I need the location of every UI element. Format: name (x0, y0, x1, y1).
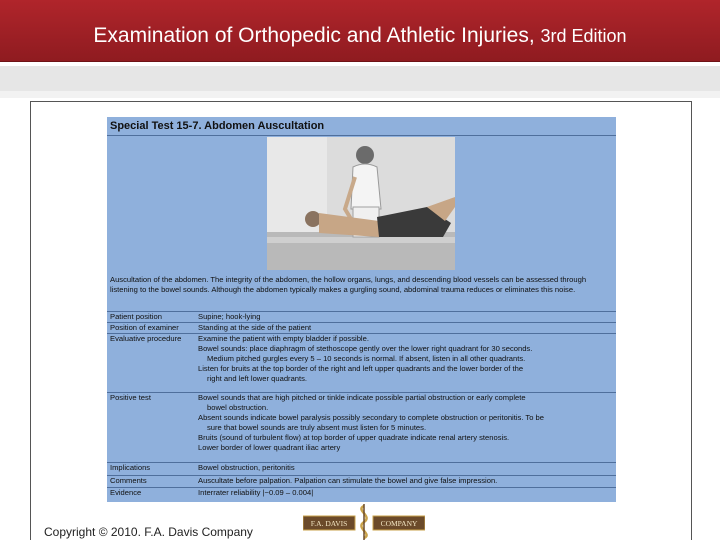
slide-title (0, 24, 720, 48)
row-label: Implications (110, 463, 151, 472)
title-bar (0, 0, 720, 62)
row-label: Evaluative procedure (110, 334, 182, 343)
logo-text-right: COMPANY (380, 519, 418, 528)
row-value (198, 393, 612, 453)
row-line: Auscultate before palpation. Palpation can stimulate the bowel and give false impression. (198, 476, 498, 485)
row-label: Evidence (110, 488, 142, 497)
abdomen-auscultation-photo (267, 137, 455, 270)
row-line: Bowel obstruction, peritonitis (198, 463, 295, 472)
row-label: Patient position (110, 312, 162, 321)
row-line: sure that bowel sounds are truly absent must listen for 5 minutes. (207, 423, 427, 432)
slide-title-main: Examination of Orthopedic and Athletic Injuries, (93, 24, 541, 47)
row-label: Comments (110, 476, 147, 485)
divider (107, 135, 616, 136)
header-band-light (0, 91, 720, 98)
row-value (198, 488, 612, 498)
row-label: Position of examiner (110, 323, 179, 332)
row-line: Bruits (sound of turbulent flow) at top border of upper quadrate indicate renal artery stenosis. (198, 433, 510, 442)
row-value (198, 463, 612, 473)
row-line: Bowel sounds that are high pitched or tinkle indicate possible partial obstruction or early complete (198, 393, 526, 402)
row-label: Positive test (110, 393, 151, 402)
panel-title: Special Test 15-7. Abdomen Auscultation (110, 120, 325, 132)
row-line: Supine; hook-lying (198, 312, 261, 321)
row-line: Absent sounds indicate bowel paralysis possibly secondary to complete obstruction or peritonitis. To be (198, 413, 544, 422)
description-text: Auscultation of the abdomen. The integrity of the abdomen, the hollow organs, lungs, and descending blood vessels can be assessed through listening to the bowel sounds. Although the abdomen typically makes a gurgling sound, abdominal trauma reduces or eliminates this noise. (110, 275, 587, 294)
row-value (198, 323, 612, 333)
logo-text-left: F.A. DAVIS (310, 519, 348, 528)
fa-davis-logo (303, 504, 425, 540)
row-line: Listen for bruits at the top border of the right and left upper quadrants and the lower border of the (198, 364, 524, 373)
header-band (0, 66, 720, 91)
row-value (198, 312, 612, 322)
row-line: Lower border of lower quadrant iliac artery (198, 443, 341, 452)
copyright-notice: Copyright © 2010. F.A. Davis Company (44, 525, 253, 539)
row-line: right and left lower quadrants. (207, 374, 308, 383)
special-test-panel (107, 117, 616, 502)
row-line: Bowel sounds: place diaphragm of stethoscope gently over the lower right quadrant for 30 seconds. (198, 344, 533, 353)
row-line: Examine the patient with empty bladder if possible. (198, 334, 369, 343)
row-line: Standing at the side of the patient (198, 323, 312, 332)
row-line: Medium pitched gurgles every 5 – 10 seconds is normal. If absent, listen in all other quadrants. (207, 354, 526, 363)
row-value (198, 476, 612, 486)
slide-title-edition: 3rd Edition (540, 26, 627, 46)
row-line: Interrater reliability |−0.09 – 0.004| (198, 488, 314, 497)
row-line: bowel obstruction. (207, 403, 269, 412)
row-value (198, 334, 612, 384)
